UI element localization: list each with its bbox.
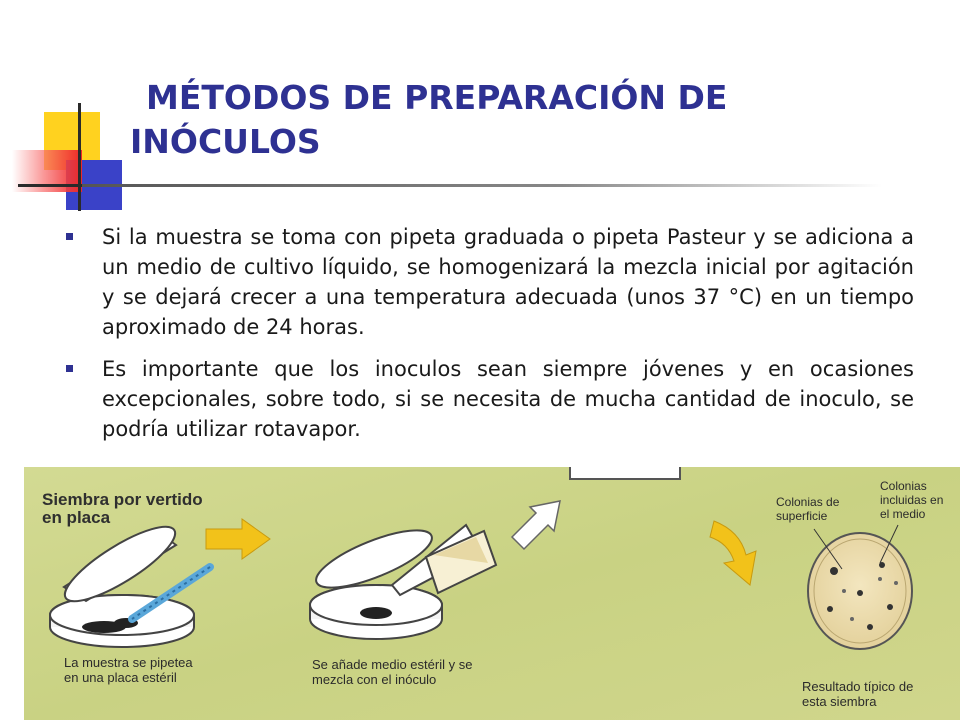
square-bullet-icon — [66, 365, 73, 372]
bullet-text: Es importante que los inoculos sean siempre jóvenes y en ocasiones excepcionales, sobre todo, si se necesita de mucha cantidad de inoculo, se podría utilizar rotavapor. — [102, 357, 914, 441]
bullet-item — [66, 354, 914, 444]
caption-result: Resultado típico de esta siembra — [802, 679, 914, 709]
title-line-2: INÓCULOS — [130, 122, 321, 161]
caption-step2: Se añade medio estéril y se mezcla con el inóculo — [312, 657, 473, 687]
slide-title — [130, 76, 910, 164]
figure-title: Siembra por vertido en placa — [42, 490, 203, 527]
bullet-text: Si la muestra se toma con pipeta graduada o pipeta Pasteur y se adiciona a un medio de cultivo líquido, se homogenizará la mezcla inicial por agitación y se dejará crecer a una temperatura adecuada (unos 37 °C) en un tiempo aproximado de 24 horas. — [102, 225, 914, 339]
result-petri-dish-icon — [808, 533, 912, 649]
label-embedded-colonies: Colonias incluidas en el medio — [880, 479, 944, 521]
title-underline — [82, 184, 882, 187]
bullet-item — [66, 222, 914, 342]
title-line-1: MÉTODOS DE PREPARACIÓN DE — [146, 78, 728, 117]
label-surface-colonies: Colonias de superficie — [776, 495, 840, 523]
bullet-list — [66, 222, 914, 456]
pour-plate-illustration — [24, 467, 960, 720]
square-bullet-icon — [66, 233, 73, 240]
logo-vertical-line — [78, 103, 81, 211]
top-box-fragment — [570, 467, 680, 479]
caption-step1: La muestra se pipetea en una placa estéril — [64, 655, 193, 685]
